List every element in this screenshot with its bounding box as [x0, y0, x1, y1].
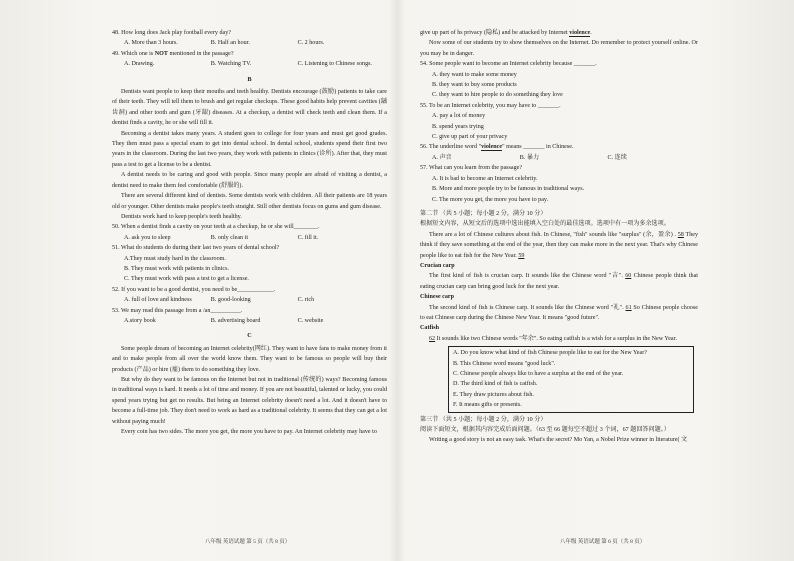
option: C. website [297, 317, 324, 324]
passage-b-para: Dentists work hard to keep people's teeth healthy. [121, 213, 242, 220]
option: B. More and more people try to be famous in traditional ways. [432, 186, 585, 193]
crucian-text-2: Chinese people think that eating crucian carp can bring good luck for the next year. [420, 273, 698, 290]
q56-stem-bold: violence [481, 144, 503, 151]
option: B. advertising board [210, 317, 261, 324]
q52-options [112, 295, 387, 305]
continued-text: give up part of hs privacy (隐私) and be attacked by Internet [420, 30, 570, 36]
q56-stem-post: " means _______ in Chinese. [502, 144, 574, 151]
chinese-carp-heading: Chinese carp [420, 294, 455, 301]
option: A.They must study hard in the classroom. [124, 255, 226, 262]
option: B. only clean it [210, 234, 249, 241]
q56-stem [420, 142, 698, 152]
crucian-text: The first kind of fish is crucian carp. It sounds like the Chinese word "吉". [429, 273, 626, 280]
box-option: F. It means gifts or presents. [453, 402, 522, 409]
blank-59: 59 [518, 252, 525, 259]
option: B. good-looking [210, 297, 251, 304]
q56-options [420, 153, 698, 163]
continued-end: . [590, 30, 592, 36]
option: A. More than 3 hours. [124, 40, 178, 47]
option: B. Half an hour. [210, 40, 250, 47]
chinese-carp-para [420, 303, 698, 324]
fish-intro-text: There are a lot of Chinese cultures about fish. In Chinese, "fish" sounds like "surplus" (余，盈余) . [429, 231, 678, 238]
box-option: B. This Chinese word means "good luck". [453, 360, 556, 367]
option: A. It is bad to become an Internet celebrity. [432, 175, 538, 182]
option: C. 2 hours. [297, 40, 325, 47]
fish-intro [420, 230, 698, 261]
box-option: D. The third kind of fish is catfish. [453, 381, 538, 388]
option: B. spend years trying [432, 123, 484, 130]
q56-stem-pre: 56. The underline word " [420, 144, 482, 151]
option: C. rich [297, 297, 315, 304]
passage-c-para: But why do they want to be famous on the Internet but not in traditional (传统的) ways? Becoming famous in traditional ways is hard. It needs a lot of time and money. If you are not beautiful, talented or lucky, you could spend years trying but get no results. But being an Internet celebrity doesn't need a lot. And it doesn't have to become a full-time job. They don't need to work as hard as a traditional celebrity. It seems that they can get a lot without paying much! [112, 377, 387, 425]
q51-stem: 51. What do students do during their last two years of dental school? [112, 245, 280, 252]
passage-b-para: There are several different kind of dentists. Some dentists work with children. All their patients are 18 years old or younger. Other dentists make people's teeth straight. Still other dentists focus on gums and gum disease. [112, 193, 387, 210]
options-box [448, 346, 694, 412]
blank-61: 61 [625, 304, 632, 311]
passage-c-continued [420, 28, 698, 38]
option: B. Watching TV. [210, 61, 252, 68]
option: C. 连续 [607, 154, 627, 161]
section-3-first-line: Writing a good story is not an easy task. What's the secret? Mo Yan, a Nobel Prize winner in literature( 文 [429, 437, 688, 444]
option: A. 声音 [432, 154, 452, 161]
passage-c-para: Now some of our students try to show themselves on the Internet. Do remember to protect yourself online. Or you may be in danger. [420, 40, 698, 57]
q49-stem [112, 49, 387, 59]
q49-stem-bold: NOT [154, 50, 168, 57]
option: B. They must work with patients in clinics. [124, 265, 229, 272]
right-page-footer: 八年级 英语试题 第 6 页（共 8 页） [560, 539, 646, 545]
q54-stem: 54. Some people want to become an Internet celebrity because _______. [420, 61, 597, 68]
option: B. 暴力 [519, 154, 540, 161]
option: C. Listening to Chinese songs. [297, 61, 373, 68]
option: A.story book [124, 317, 156, 324]
box-option: E. They draw pictures about fish. [453, 391, 534, 398]
option: C. fill it. [297, 234, 319, 241]
passage-c-label: C [247, 333, 252, 340]
crucian-para [420, 271, 698, 292]
right-page [420, 28, 698, 446]
option: A. pay a lot of money [432, 113, 486, 120]
section-3-title: 第三节 （共 5 小题；每小题 2 分，满分 10 分） [420, 416, 547, 423]
box-option: A. Do you know what kind of fish Chinese people like to eat for the New Year? [453, 350, 647, 357]
q49-stem-pre: 49. Which one is [112, 50, 155, 57]
left-page [112, 28, 387, 437]
q48-options [112, 38, 387, 48]
q52-stem: 52. If you want to be a good dentist, you need to be____________. [112, 286, 276, 293]
section-2-title: 第二节 （共 5 小题；每小题 2 分，满分 10 分） [420, 210, 547, 217]
passage-b-para: Dentists want people to keep their mouths and teeth healthy. Dentists encourage (鼓励) patients to take care of their teeth. They will tell them to brush and get regular checkups. These good habits help prevent cavities (龋齿洞) and other tooth and gum (牙龈) diseases. At a checkup, a dentist will check teeth and clean them. If a dentist finds a cavity, he or she will fill it. [112, 89, 387, 127]
blank-62: 62 [429, 335, 436, 342]
blank-60: 60 [625, 273, 632, 280]
q50-options [112, 233, 387, 243]
violence-word: violence [569, 30, 591, 36]
section-3-instructions: 阅读下面短文，根据其内容完成后面问题。（63 至 66 题每空不超过 3 个词，67 题回答问题。） [420, 427, 670, 434]
q53-stem: 53. We may read this passage from a /an__________. [112, 307, 243, 314]
passage-b-label: B [247, 76, 252, 83]
option: A. ask you to sleep [124, 234, 171, 241]
chinese-carp-text: The second kind of fish is Chinese carp. It sounds like the Chinese word "礼". [429, 304, 626, 311]
option: C. they want to hire people to do something they love [432, 92, 563, 99]
q53-options [112, 316, 387, 326]
crucian-heading: Crucian carp [420, 262, 455, 269]
q48-stem: 48. How long does Jack play football every day? [112, 30, 231, 36]
option: C. The more you get, the more you have to pay. [432, 196, 549, 203]
option: C. They must work with pass a test to get a license. [124, 276, 249, 283]
q57-stem: 57. What can you learn from the passage? [420, 165, 523, 172]
catfish-text: It sounds like two Chinese words "年余". So eating catfish is a wish for a surplus in the New Year. [435, 335, 677, 342]
blank-58: 58 [677, 231, 684, 238]
q49-stem-post: mentioned in the passage? [167, 50, 234, 57]
option: A. Drawing. [124, 61, 155, 68]
q49-options [112, 59, 387, 69]
left-page-footer: 八年级 英语试题 第 5 页（共 8 页） [205, 539, 291, 545]
option: C. give up part of your privacy [432, 134, 508, 141]
passage-c-para: Some people dream of becoming an Internet celebrity(网红). They want to have fans to make money from it and to make people from all over the world know them. They want to be famous so people will buy their products (产品) or hire (雇) them to do something they love. [112, 345, 387, 373]
fish-intro-text-2: They think if they save something at the end of the year, then they can make more in the next year. That's why Chinese people like to eat fish for the New Year. [420, 231, 699, 259]
q55-stem: 55. To be an Internet celebrity, you may have to _______. [420, 102, 561, 109]
passage-b-para: A dentist needs to be caring and good with people. Since many people are afraid of visiting a dentist, a dentist need to make them feel comfortable (舒服的). [112, 172, 387, 189]
option: B. they want to buy some products [432, 82, 517, 89]
option: A. they want to make some money [432, 71, 517, 78]
catfish-heading: Catfish [420, 325, 439, 332]
chinese-carp-text-2: So Chinese people choose to eat Chinese carp during the Chinese New Year. It means "good future". [420, 304, 698, 321]
passage-c-para: Every coin has two sides. The more you get, the more you have to pay. An Internet celebrity may have to [121, 429, 377, 436]
section-2-instructions: 根据短文内容，从短文后的选项中选出能填入空白处的最佳选项。选项中有一项为多余选项。 [420, 221, 670, 228]
catfish-para [420, 334, 698, 344]
box-option: C. Chinese people always like to have a surplus at the end of the year. [453, 371, 624, 377]
q50-stem: 50. When a dentist finds a cavity on your teeth at a checkup, he or she will________. [112, 224, 320, 231]
option: A. full of love and kindness [124, 297, 192, 304]
passage-b-para: Becoming a dentist takes many years. A student goes to college for four years and must get good grades. They then must pass a special exam to get into dental school. In dental school, students spend their first two years in the classroom. During the last two years, they work with patients in clinics (诊所). After that, they must pass a test to get a license to be a dentist. [112, 130, 387, 168]
